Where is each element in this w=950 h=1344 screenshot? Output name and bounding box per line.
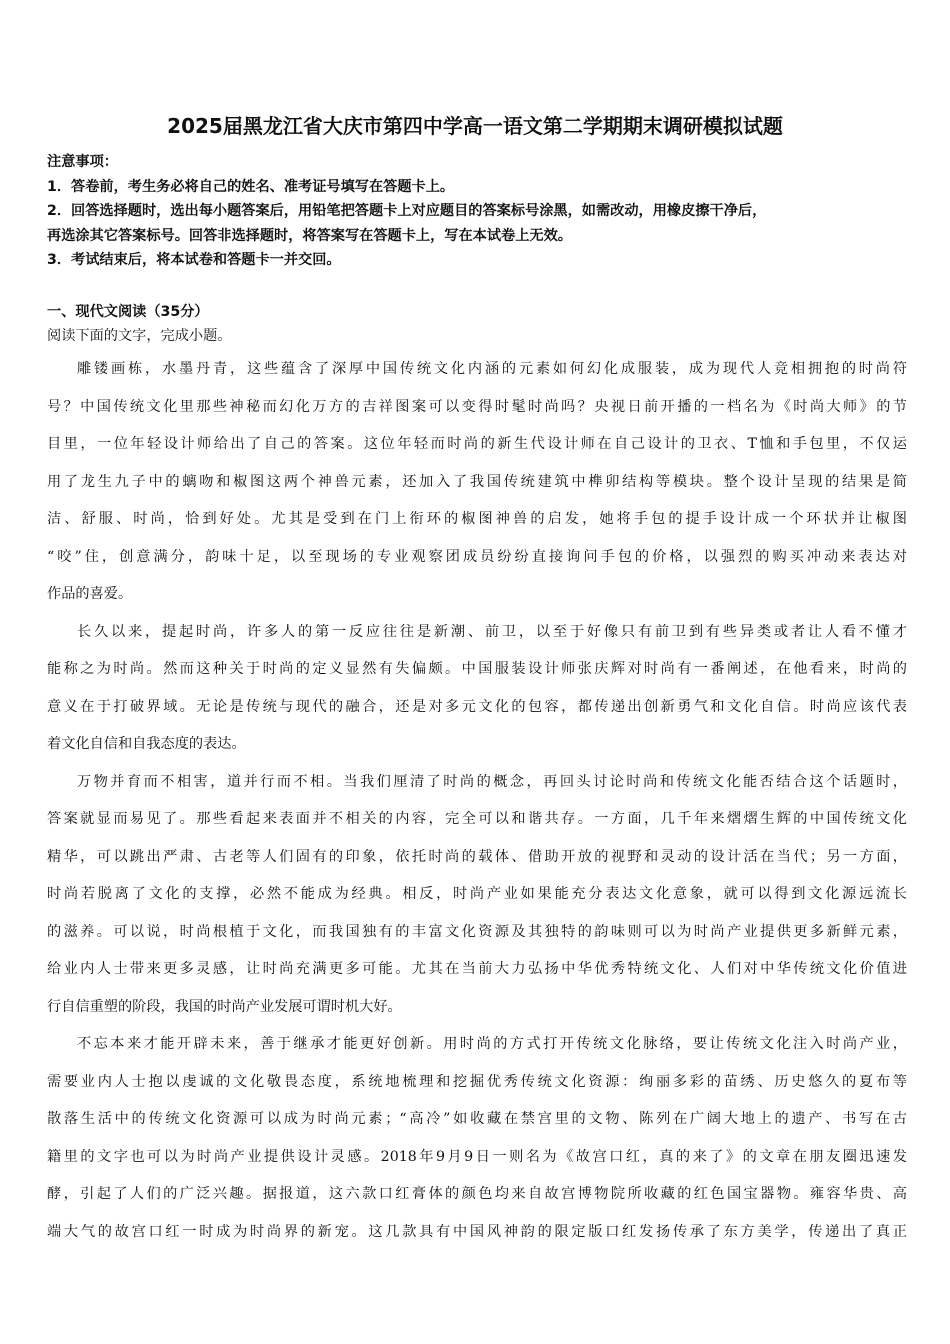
- passage-line: 洁、舒服、时尚，恰到好处。尤其是受到在门上衔环的椒图神兽的启发，她将手包的提手设计成一个环状并让椒图: [47, 511, 907, 527]
- passage-line: 着文化自信和自我态度的表达。: [47, 736, 246, 752]
- passage-line: 意义在于打破界域。无论是传统与现代的融合，还是对多元文化的包容，都传递出创新勇气和文化自信。时尚应该代表: [47, 698, 907, 715]
- page-title: 2025届黑龙江省大庆市第四中学高一语文第二学期期末调研模拟试题: [167, 114, 783, 138]
- passage-line: 答案就显而易见了。那些看起来表面并不相关的内容，完全可以和谐共存。一方面，几千年来熠熠生辉的中国传统文化: [47, 811, 907, 827]
- passage-line: 万物并育而不相害，道并行而不相。当我们厘清了时尚的概念，再回头讨论时尚和传统文化能否结合这个话题时，: [77, 773, 907, 790]
- notice-item: 再选涂其它答案标号。回答非选择题时，将答案写在答题卡上，写在本试卷上无效。: [47, 227, 572, 244]
- notice-item: 1．答卷前，考生务必将自己的姓名、准考证号填写在答题卡上。: [47, 178, 455, 195]
- passage-line: 精华，可以跳出严肃、古老等人们固有的印象，依托时尚的载体、借助开放的视野和灵动的设计活在当代；另一方面，: [47, 848, 907, 865]
- passage-paragraph: [47, 614, 907, 764]
- passage-line: 雕镂画栋，水墨丹青，这些蕴含了深厚中国传统文化内涵的元素如何幻化成服装，成为现代人竞相拥抱的时尚符: [77, 361, 907, 377]
- passage-line: 散落生活中的传统文化资源可以成为时尚元素；“高冷”如收藏在禁宫里的文物、陈列在广阔大地上的遗产、书写在古: [47, 1111, 907, 1127]
- notice-block: [47, 150, 907, 273]
- section-instruction: 阅读下面的文字，完成小题。: [47, 328, 232, 344]
- passage-line: 籍里的文字也可以为时尚产业提供设计灵感。2018年9月9日一则名为《故宫口红，真的来了》的文章在朋友圈迅速发: [47, 1148, 907, 1165]
- passage-line: 的滋养。可以说，时尚根植于文化，而我国独有的丰富文化资源及其独特的韵味则可以为时尚产业提供更多新鲜元素，: [47, 923, 907, 940]
- passage-line: 酵，引起了人们的广泛兴趣。据报道，这六款口红膏体的颜色均来自故宫博物院所收藏的红色国宝器物。雍容华贵、高: [47, 1186, 907, 1202]
- notice-heading: 注意事项：: [47, 154, 118, 170]
- passage-line: 给业内人士带来更多灵感，让时尚充满更多可能。尤其在当前大力弘扬中华优秀特统文化、人们对中华传统文化价值进: [47, 961, 907, 977]
- notice-item: 2．回答选择题时，选出每小题答案后，用铅笔把答题卡上对应题目的答案标号涂黑，如需改动，用橡皮擦干净后，: [47, 203, 767, 219]
- passage-line: 行自信重塑的阶段，我国的时尚产业发展可谓时机大好。: [47, 998, 402, 1015]
- passage-paragraph: [47, 351, 907, 614]
- passage-line: 时尚若脱离了文化的支撑，必然不能成为经典。相反，时尚产业如果能充分表达文化意象，就可以得到文化源远流长: [47, 886, 907, 902]
- passage-line: 不忘本来才能开辟未来，善于继承才能更好创新。用时尚的方式打开传统文化脉络，要让传统文化注入时尚产业，: [77, 1036, 907, 1052]
- section-header: [47, 301, 907, 347]
- passage-line: 号？中国传统文化里那些神秘而幻化万方的吉祥图案可以变得时髦时尚吗？央视日前开播的一档名为《时尚大师》的节: [47, 398, 907, 415]
- passage-line: 用了龙生九子中的螭吻和椒图这两个神兽元素，还加入了我国传统建筑中榫卯结构等模块。整个设计呈现的结果是简: [47, 473, 907, 490]
- passage-line: 端大气的故宫口红一时成为时尚界的新宠。这几款具有中国风神韵的限定版口红发扬传承了东方美学，传递出了真正: [47, 1223, 907, 1240]
- passage-line: 需要业内人士抱以虔诚的文化敬畏态度，系统地梳理和挖掘优秀传统文化资源：绚丽多彩的苗绣、历史悠久的夏布等: [47, 1073, 907, 1090]
- passage-line: 能称之为时尚。然而这种关于时尚的定义显然有失偏颇。中国服装设计师张庆辉对时尚有一番阐述，在他看来，时尚的: [47, 661, 907, 677]
- passage-line: 作品的喜爱。: [47, 586, 133, 602]
- passage-paragraph: [47, 1026, 907, 1251]
- passage-line: 长久以来，提起时尚，许多人的第一反应往往是新潮、前卫，以至于好像只有前卫到有些异类或者让人看不懂才: [77, 623, 907, 640]
- reading-passage: [47, 351, 907, 1251]
- passage-paragraph: [47, 764, 907, 1027]
- passage-line: “咬”住，创意满分，韵味十足，以至现场的专业观察团成员纷纷直接询问手包的价格，以强烈的购买冲动来表达对: [47, 548, 907, 565]
- notice-item: 3．考试结束后，将本试卷和答题卡一并交回。: [47, 252, 341, 268]
- passage-line: 目里，一位年轻设计师给出了自己的答案。这位年轻而时尚的新生代设计师在自己设计的卫衣、T恤和手包里，不仅运: [47, 436, 907, 452]
- section-heading: 一、现代文阅读（35分）: [47, 304, 209, 320]
